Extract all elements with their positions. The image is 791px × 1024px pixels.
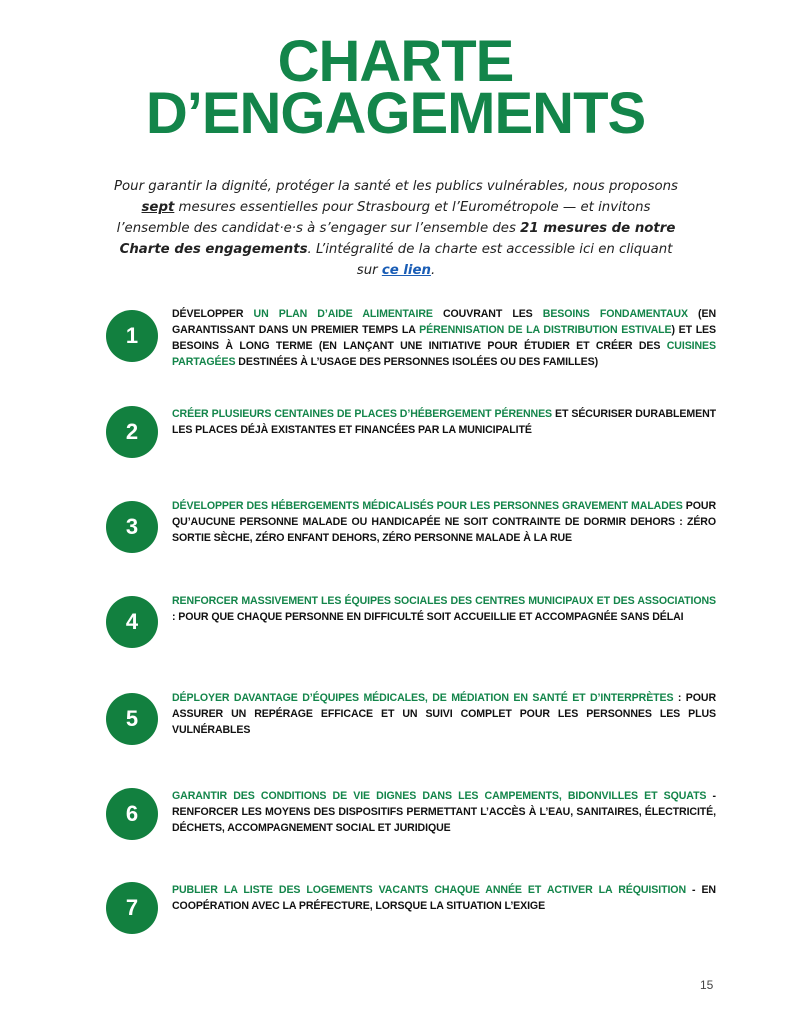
number-badge: 1 (106, 310, 158, 362)
title-line-2: D’ENGAGEMENTS (145, 81, 646, 146)
number-badge: 6 (106, 788, 158, 840)
measure-7 (106, 882, 716, 944)
intro-text-4: . (430, 263, 436, 278)
highlight-text: RENFORCER MASSIVEMENT LES ÉQUIPES SOCIALES DES CENTRES MUNICIPAUX ET DES ASSOCIATIONS (172, 595, 716, 607)
measure-text (172, 593, 716, 625)
highlight-text: PÉRENNISATION DE LA DISTRIBUTION ESTIVALE (419, 324, 672, 336)
highlight-text: BESOINS FONDAMENTAUX (542, 308, 688, 320)
body-text: POUR QU’AUCUNE PERSONNE MALADE OU HANDICAPÉE NE SOIT CONTRAINTE DE DORMIR DEHORS : ZÉRO SORTIE SÈCHE, ZÉRO ENFANT DEHORS, ZÉRO PERSONNE MALADE À LA RUE (172, 500, 716, 544)
measure-6 (106, 788, 716, 850)
body-text: - EN COOPÉRATION AVEC LA PRÉFECTURE, LORSQUE LA SITUATION L’EXIGE (172, 884, 716, 912)
highlight-text: UN PLAN D’AIDE ALIMENTAIRE (253, 308, 433, 320)
title-line-1: CHARTE (277, 29, 514, 94)
measure-4 (106, 593, 716, 655)
intro-bold: 21 mesures de notre Charte des engagements (119, 221, 676, 257)
number-badge: 3 (106, 501, 158, 553)
highlight-text: GARANTIR DES CONDITIONS DE VIE DIGNES DANS LES CAMPEMENTS, BIDONVILLES ET SQUATS (172, 790, 707, 802)
measure-text (172, 498, 716, 546)
measure-text (172, 306, 716, 370)
number-badge: 2 (106, 406, 158, 458)
number-badge: 4 (106, 596, 158, 648)
body-text: ) ET LES BESOINS À LONG TERME (EN LANÇANT UNE INITIATIVE POUR ÉTUDIER ET CRÉER DES (172, 324, 716, 352)
body-text: ET SÉCURISER DURABLEMENT LES PLACES DÉJÀ EXISTANTES ET FINANCÉES PAR LA MUNICIPALITÉ (172, 408, 716, 436)
page-number: 15 (700, 978, 714, 992)
intro-text-3: . L’intégralité de la charte est accessible ici en cliquant sur (307, 242, 673, 278)
intro-text-1: Pour garantir la dignité, protéger la santé et les publics vulnérables, nous proposons (114, 179, 678, 194)
measure-2 (106, 406, 716, 468)
highlight-text: CUISINES PARTAGÉES (172, 340, 716, 368)
highlight-text: DÉPLOYER DAVANTAGE D’ÉQUIPES MÉDICALES, DE MÉDIATION EN SANTÉ ET D’INTERPRÈTES (172, 692, 674, 704)
measure-text (172, 690, 716, 738)
body-text: DESTINÉES À L’USAGE DES PERSONNES ISOLÉES OU DES FAMILLES) (235, 356, 599, 368)
highlight-text: CRÉER PLUSIEURS CENTAINES DE PLACES D’HÉBERGEMENT PÉRENNES (172, 408, 552, 420)
number-badge: 7 (106, 882, 158, 934)
body-text: : POUR ASSURER UN REPÉRAGE EFFICACE ET UN SUIVI COMPLET POUR LES PERSONNES LES PLUS VULNÉRABLES (172, 692, 717, 736)
intro-paragraph (110, 176, 682, 281)
intro-text-2: mesures essentielles pour Strasbourg et l’Eurométropole — et invitons l’ensemble des candidat·e·s à s’engager sur l’ensemble des (116, 200, 651, 236)
measure-text (172, 406, 716, 438)
measure-5 (106, 690, 716, 752)
body-text: (EN GARANTISSANT DANS UN PREMIER TEMPS LA (172, 308, 717, 336)
highlight-text: PUBLIER LA LISTE DES LOGEMENTS VACANTS CHAQUE ANNÉE ET ACTIVER LA RÉQUISITION (172, 884, 686, 896)
body-text: DÉVELOPPER (172, 308, 254, 320)
intro-sept: sept (141, 200, 175, 215)
body-text: : POUR QUE CHAQUE PERSONNE EN DIFFICULTÉ SOIT ACCUEILLIE ET ACCOMPAGNÉE SANS DÉLAI (172, 611, 684, 623)
body-text: COUVRANT LES (432, 308, 543, 320)
page-title (0, 29, 791, 146)
measure-1 (106, 306, 716, 368)
body-text: - RENFORCER LES MOYENS DES DISPOSITIFS PERMETTANT L’ACCÈS À L’EAU, SANITAIRES, ÉLECTRICITÉ, DÉCHETS, ACCOMPAGNEMENT SOCIAL ET JURIDIQUE (172, 790, 716, 834)
measure-text (172, 882, 716, 914)
highlight-text: DÉVELOPPER DES HÉBERGEMENTS MÉDICALISÉS POUR LES PERSONNES GRAVEMENT MALADES (172, 500, 683, 512)
measure-3 (106, 498, 716, 560)
charter-link[interactable]: ce lien (381, 263, 431, 278)
measure-text (172, 788, 716, 836)
number-badge: 5 (106, 693, 158, 745)
